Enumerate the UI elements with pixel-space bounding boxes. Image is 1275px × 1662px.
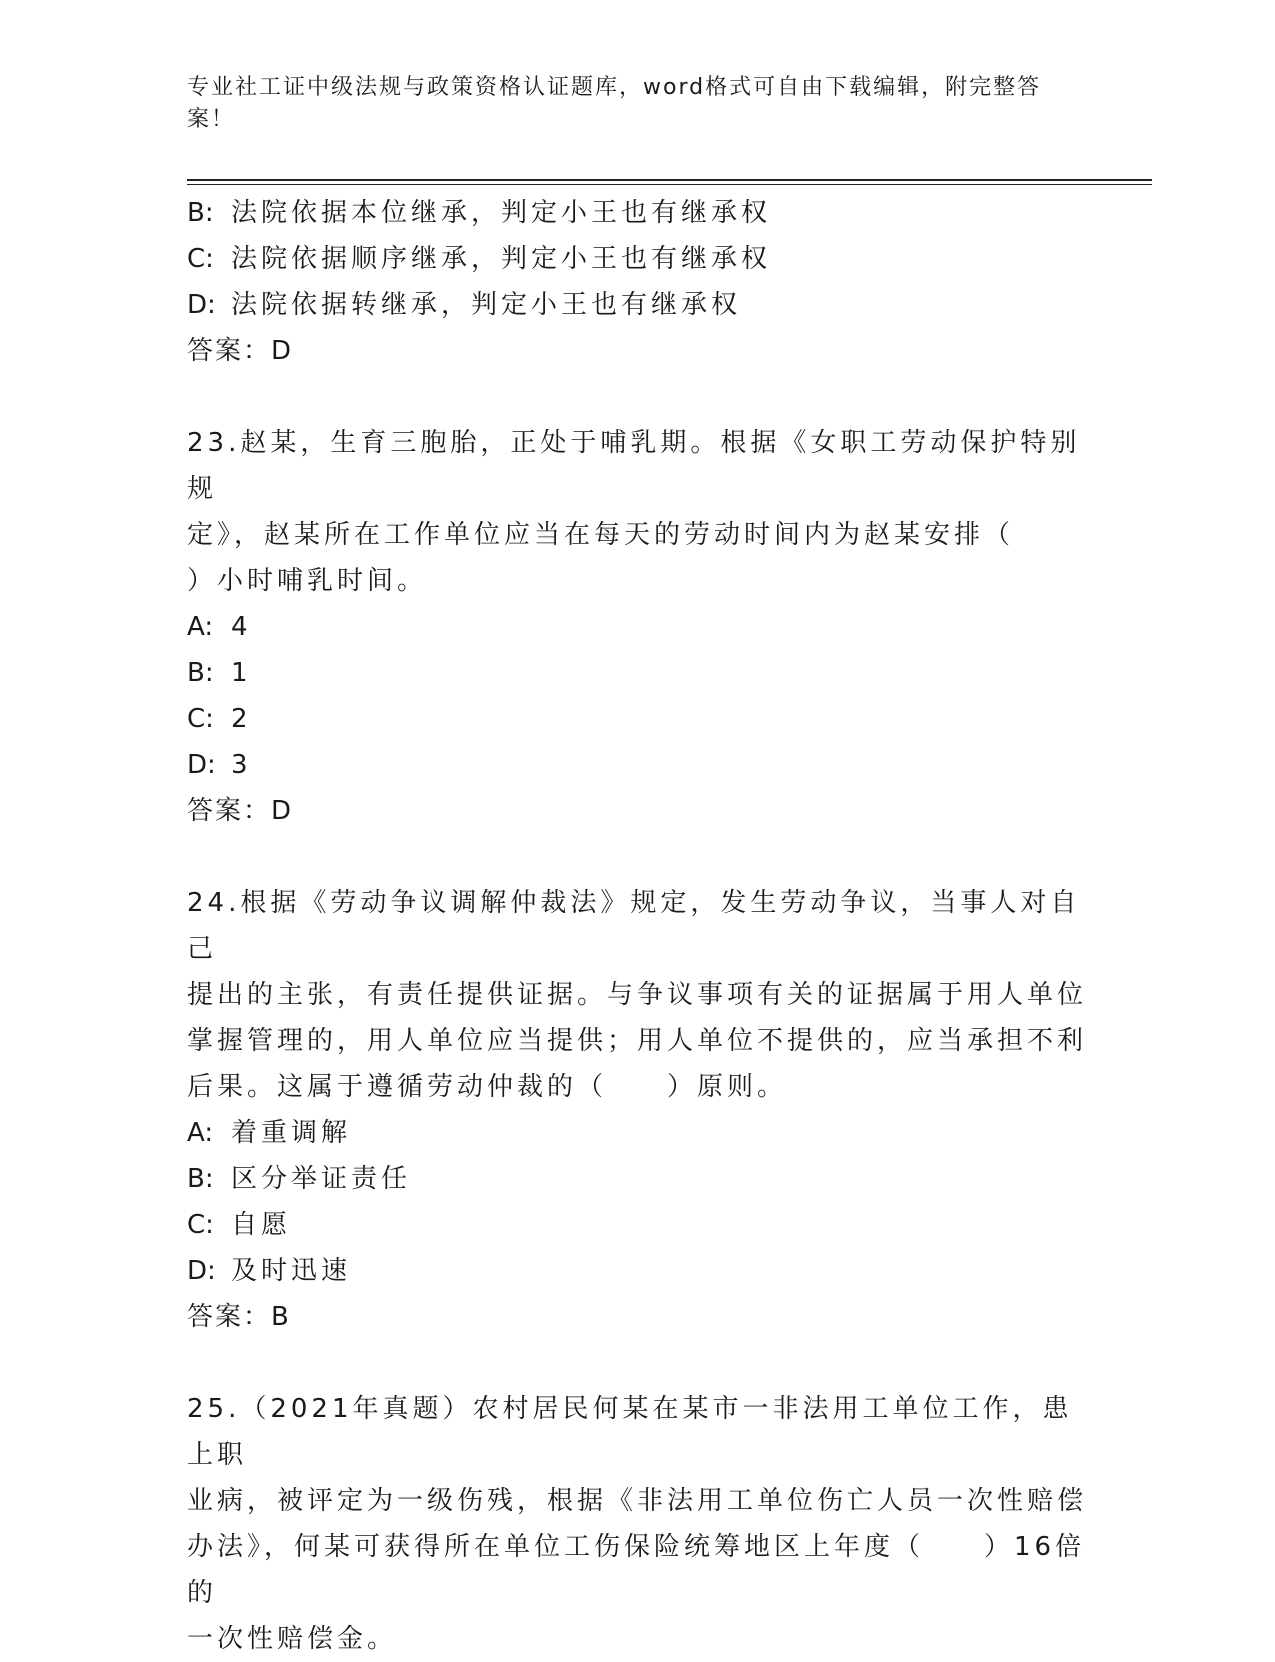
option-key: D: [187, 750, 216, 780]
option-b [187, 1156, 1087, 1202]
option-b [187, 650, 1087, 696]
option-a [187, 1110, 1087, 1156]
option-a [187, 604, 1087, 650]
option-key: B: [187, 1164, 214, 1194]
header-divider-thick [187, 179, 1152, 181]
question-24 [187, 880, 1087, 1340]
option-b [187, 190, 1087, 236]
header-intro-line-2: 案！ [187, 107, 236, 132]
document-body [187, 190, 1087, 1662]
question-stem-line: 23.赵某，生育三胞胎，正处于哺乳期。根据《女职工劳动保护特别规 [187, 428, 1081, 504]
option-key: C: [187, 244, 214, 274]
question-22 [187, 190, 1087, 374]
option-key: A: [187, 612, 214, 642]
question-stem-line: 掌握管理的，用人单位应当提供；用人单位不提供的，应当承担不利 [187, 1026, 1088, 1056]
question-25 [187, 1386, 1087, 1662]
option-d [187, 282, 1087, 328]
question-stem-line: 业病，被评定为一级伤残，根据《非法用工单位伤亡人员一次性赔偿 [187, 1486, 1088, 1516]
option-c [187, 236, 1087, 282]
option-text: 自愿 [231, 1210, 292, 1240]
question-stem-line: 定》，赵某所在工作单位应当在每天的劳动时间内为赵某安排（ [187, 520, 1015, 550]
option-c [187, 696, 1087, 742]
question-stem-line: ）小时哺乳时间。 [187, 566, 428, 596]
option-d [187, 1248, 1087, 1294]
spacer [187, 1340, 1087, 1386]
option-text: 2 [231, 704, 252, 734]
question-stem-line: 25.（2021年真题）农村居民何某在某市一非法用工单位工作，患上职 [187, 1394, 1073, 1470]
question-stem-line: 提出的主张，有责任提供证据。与争议事项有关的证据属于用人单位 [187, 980, 1088, 1010]
document-header [187, 72, 1067, 136]
option-key: B: [187, 198, 214, 228]
option-text: 3 [231, 750, 252, 780]
answer-line: 答案：D [187, 796, 294, 826]
option-key: C: [187, 704, 214, 734]
option-key: D: [187, 1256, 216, 1286]
option-text: 法院依据顺序继承，判定小王也有继承权 [231, 244, 772, 274]
question-stem-line: 一次性赔偿金。 [187, 1624, 398, 1654]
option-text: 区分举证责任 [231, 1164, 412, 1194]
option-key: D: [187, 290, 216, 320]
question-stem-line: 后果。这属于遵循劳动仲裁的（ ）原则。 [187, 1072, 788, 1102]
option-text: 法院依据转继承，判定小王也有继承权 [231, 290, 742, 320]
option-text: 着重调解 [231, 1118, 352, 1148]
option-key: A: [187, 1118, 214, 1148]
header-intro-line-1: 专业社工证中级法规与政策资格认证题库，word格式可自由下载编辑，附完整答 [187, 75, 1042, 100]
header-divider-thin [187, 184, 1152, 185]
option-text: 4 [231, 612, 252, 642]
answer-line: 答案：B [187, 1302, 291, 1332]
option-text: 及时迅速 [231, 1256, 352, 1286]
option-key: C: [187, 1210, 214, 1240]
question-stem-line: 办法》，何某可获得所在单位工伤保险统筹地区上年度（ ）16倍的 [187, 1532, 1086, 1608]
question-stem-line: 24.根据《劳动争议调解仲裁法》规定，发生劳动争议，当事人对自己 [187, 888, 1081, 964]
option-key: B: [187, 658, 214, 688]
option-d [187, 742, 1087, 788]
question-23 [187, 420, 1087, 834]
answer-line: 答案：D [187, 336, 294, 366]
spacer [187, 374, 1087, 420]
option-text: 1 [231, 658, 252, 688]
option-c [187, 1202, 1087, 1248]
spacer [187, 834, 1087, 880]
option-text: 法院依据本位继承，判定小王也有继承权 [231, 198, 772, 228]
